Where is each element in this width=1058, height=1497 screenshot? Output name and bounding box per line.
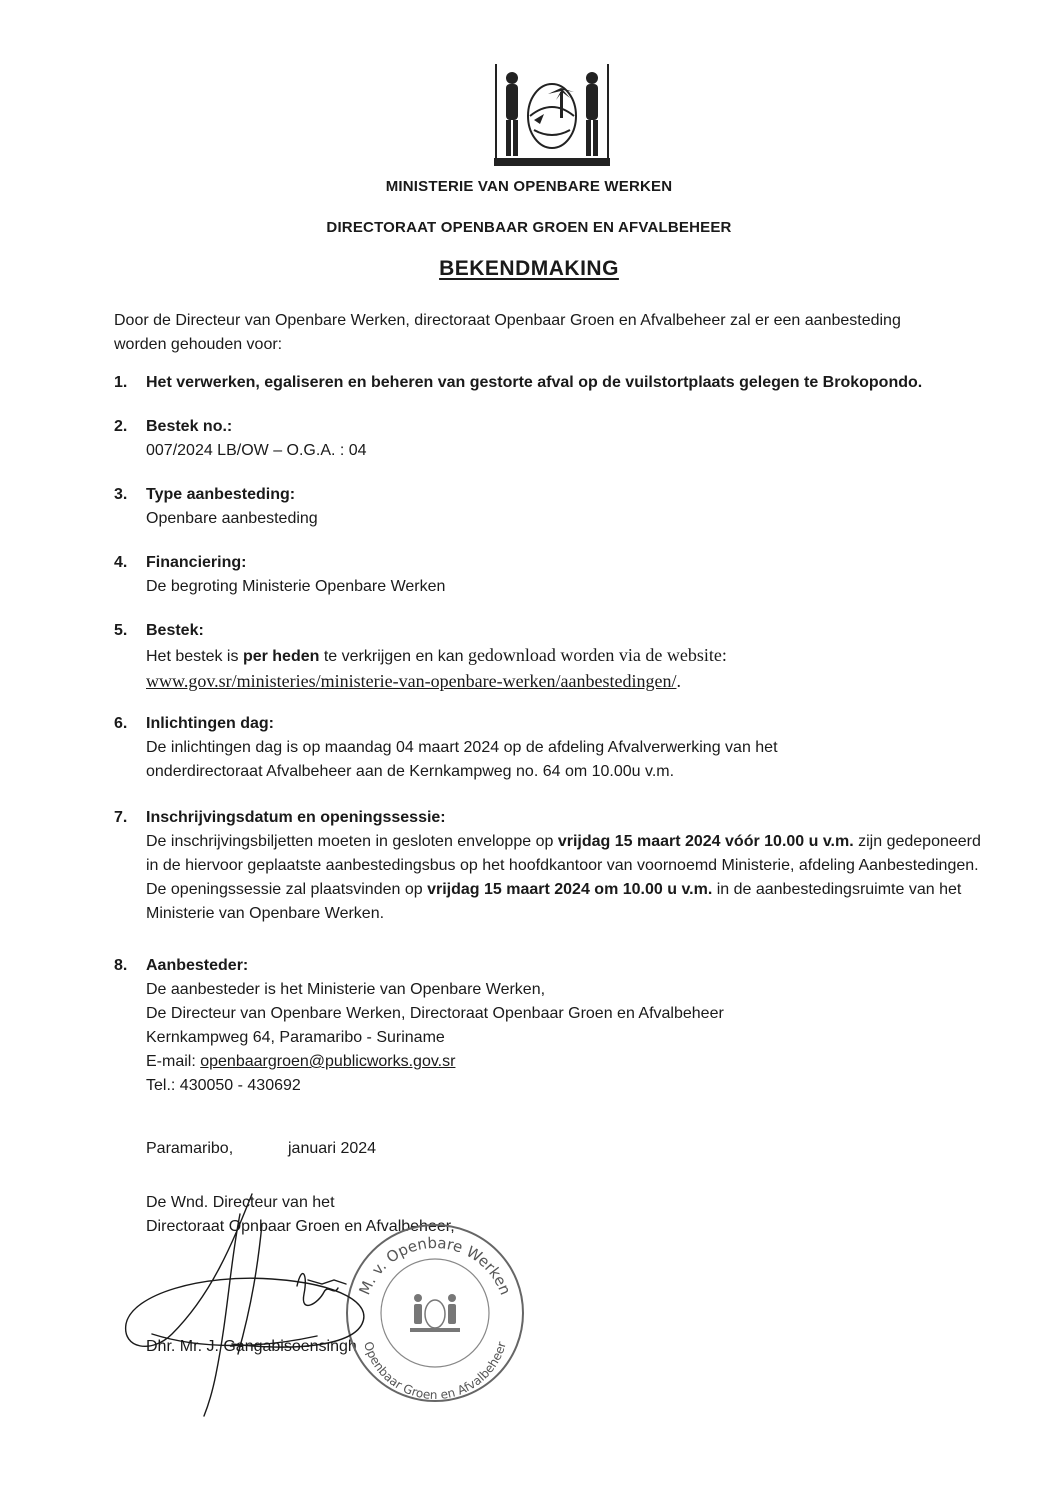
item-heading: Bestek: [146,622,204,639]
text-span: . [676,671,681,691]
text-bold: vrijdag 15 maart 2024 om 10.00 u v.m. [427,881,713,898]
item-text: De begroting Ministerie Openbare Werken [146,578,446,595]
date-line [146,1140,377,1158]
list-item-1 [114,371,994,395]
item-number: 8. [114,957,128,974]
bestek-number: 007/2024 LB/OW – O.G.A. : 04 [146,442,367,459]
item-number: 7. [114,809,128,826]
item-paragraph [146,830,994,926]
text-span: De inschrijvingsbiljetten moeten in gesloten enveloppe op [146,833,558,850]
item-number: 3. [114,486,128,503]
item-text: De inlichtingen dag is op maandag 04 maart 2024 op de afdeling Afvalverwerking van het [146,739,778,756]
list-item-3 [114,483,994,531]
item-heading: Het verwerken, egaliseren en beheren van gestorte afval op de vuilstortplaats gelegen te Brokopondo. [146,374,923,391]
date: januari 2024 [288,1140,377,1157]
item-number: 5. [114,622,128,639]
list-item-4 [114,551,994,599]
email-link[interactable]: openbaargroen@publicworks.gov.sr [200,1053,456,1070]
item-heading: Inschrijvingsdatum en openingssessie: [146,809,446,826]
signatory-name: Dhr. Mr. J. Gangabisoensingh [146,1338,357,1355]
item-number: 1. [114,374,128,391]
item-heading: Inlichtingen dag: [146,715,274,732]
email-label: E-mail: [146,1053,201,1070]
list-item-8 [114,954,994,1098]
text-bold: per heden [242,648,320,665]
coat-of-arms-emblem [484,58,620,170]
stamp-bottom-text: Openbaar Groen en Afvalbeheer [361,1339,509,1403]
text-bold: vrijdag 15 maart 2024 vóór 10.00 u v.m. [557,833,854,850]
website-link[interactable]: www.gov.sr/ministeries/ministerie-van-openbare-werken/aanbestedingen/ [146,671,677,691]
item-text [146,643,994,669]
address-line: Kernkampweg 64, Paramaribo - Suriname [146,1029,445,1046]
text-span: in de aanbestedingsruimte van het Ministerie van Openbare Werken. [146,881,962,922]
signatory-title: De Wnd. Directeur van het [146,1194,335,1211]
item-number: 2. [114,418,128,435]
text-span: Het bestek is [146,648,243,665]
list-item-6 [114,712,994,784]
website-line [146,669,994,693]
list-item-5 [114,619,994,693]
item-text: onderdirectoraat Afvalbeheer aan de Kernkampweg no. 64 om 10.00u v.m. [146,763,675,780]
directorate-heading: DIRECTORAAT OPENBAAR GROEN EN AFVALBEHEER [326,219,732,236]
list-item-7 [114,806,994,926]
phone-line: Tel.: 430050 - 430692 [146,1077,301,1094]
text-span: gedownload worden via de website: [467,645,727,665]
text-span: te verkrijgen en kan [319,648,468,665]
item-heading: Bestek no.: [146,418,233,435]
ministry-heading: MINISTERIE VAN OPENBARE WERKEN [385,178,673,195]
item-heading: Financiering: [146,554,247,571]
item-text: De Directeur van Openbare Werken, Directoraat Openbaar Groen en Afvalbeheer [146,1005,724,1022]
item-number: 4. [114,554,128,571]
list-item-2 [114,415,994,463]
item-heading: Type aanbesteding: [146,486,296,503]
page-title: BEKENDMAKING [439,257,619,280]
handwritten-signature [112,1184,532,1424]
text-span: zijn gedeponeerd in de hiervoor geplaatste aanbestedingsbus op het hoofdkantoor van voornoemd Ministerie, afdeling Aanbestedingen. De openingssessie zal plaatsvinden op [146,833,981,898]
place: Paramaribo, [146,1140,234,1157]
stamp-top-text: M. v. Openbare Werken [355,1233,515,1298]
item-number: 6. [114,715,128,732]
item-text: De aanbesteder is het Ministerie van Openbare Werken, [146,981,546,998]
signatory-directorate: Directoraat Opnbaar Groen en Afvalbeheer, [146,1218,455,1235]
intro-paragraph: Door de Directeur van Openbare Werken, directoraat Openbaar Groen en Afvalbeheer zal er een aanbesteding worden gehouden voor: [114,312,901,353]
item-heading: Aanbesteder: [146,957,249,974]
item-text: Openbare aanbesteding [146,510,318,527]
email-line [146,1050,994,1074]
